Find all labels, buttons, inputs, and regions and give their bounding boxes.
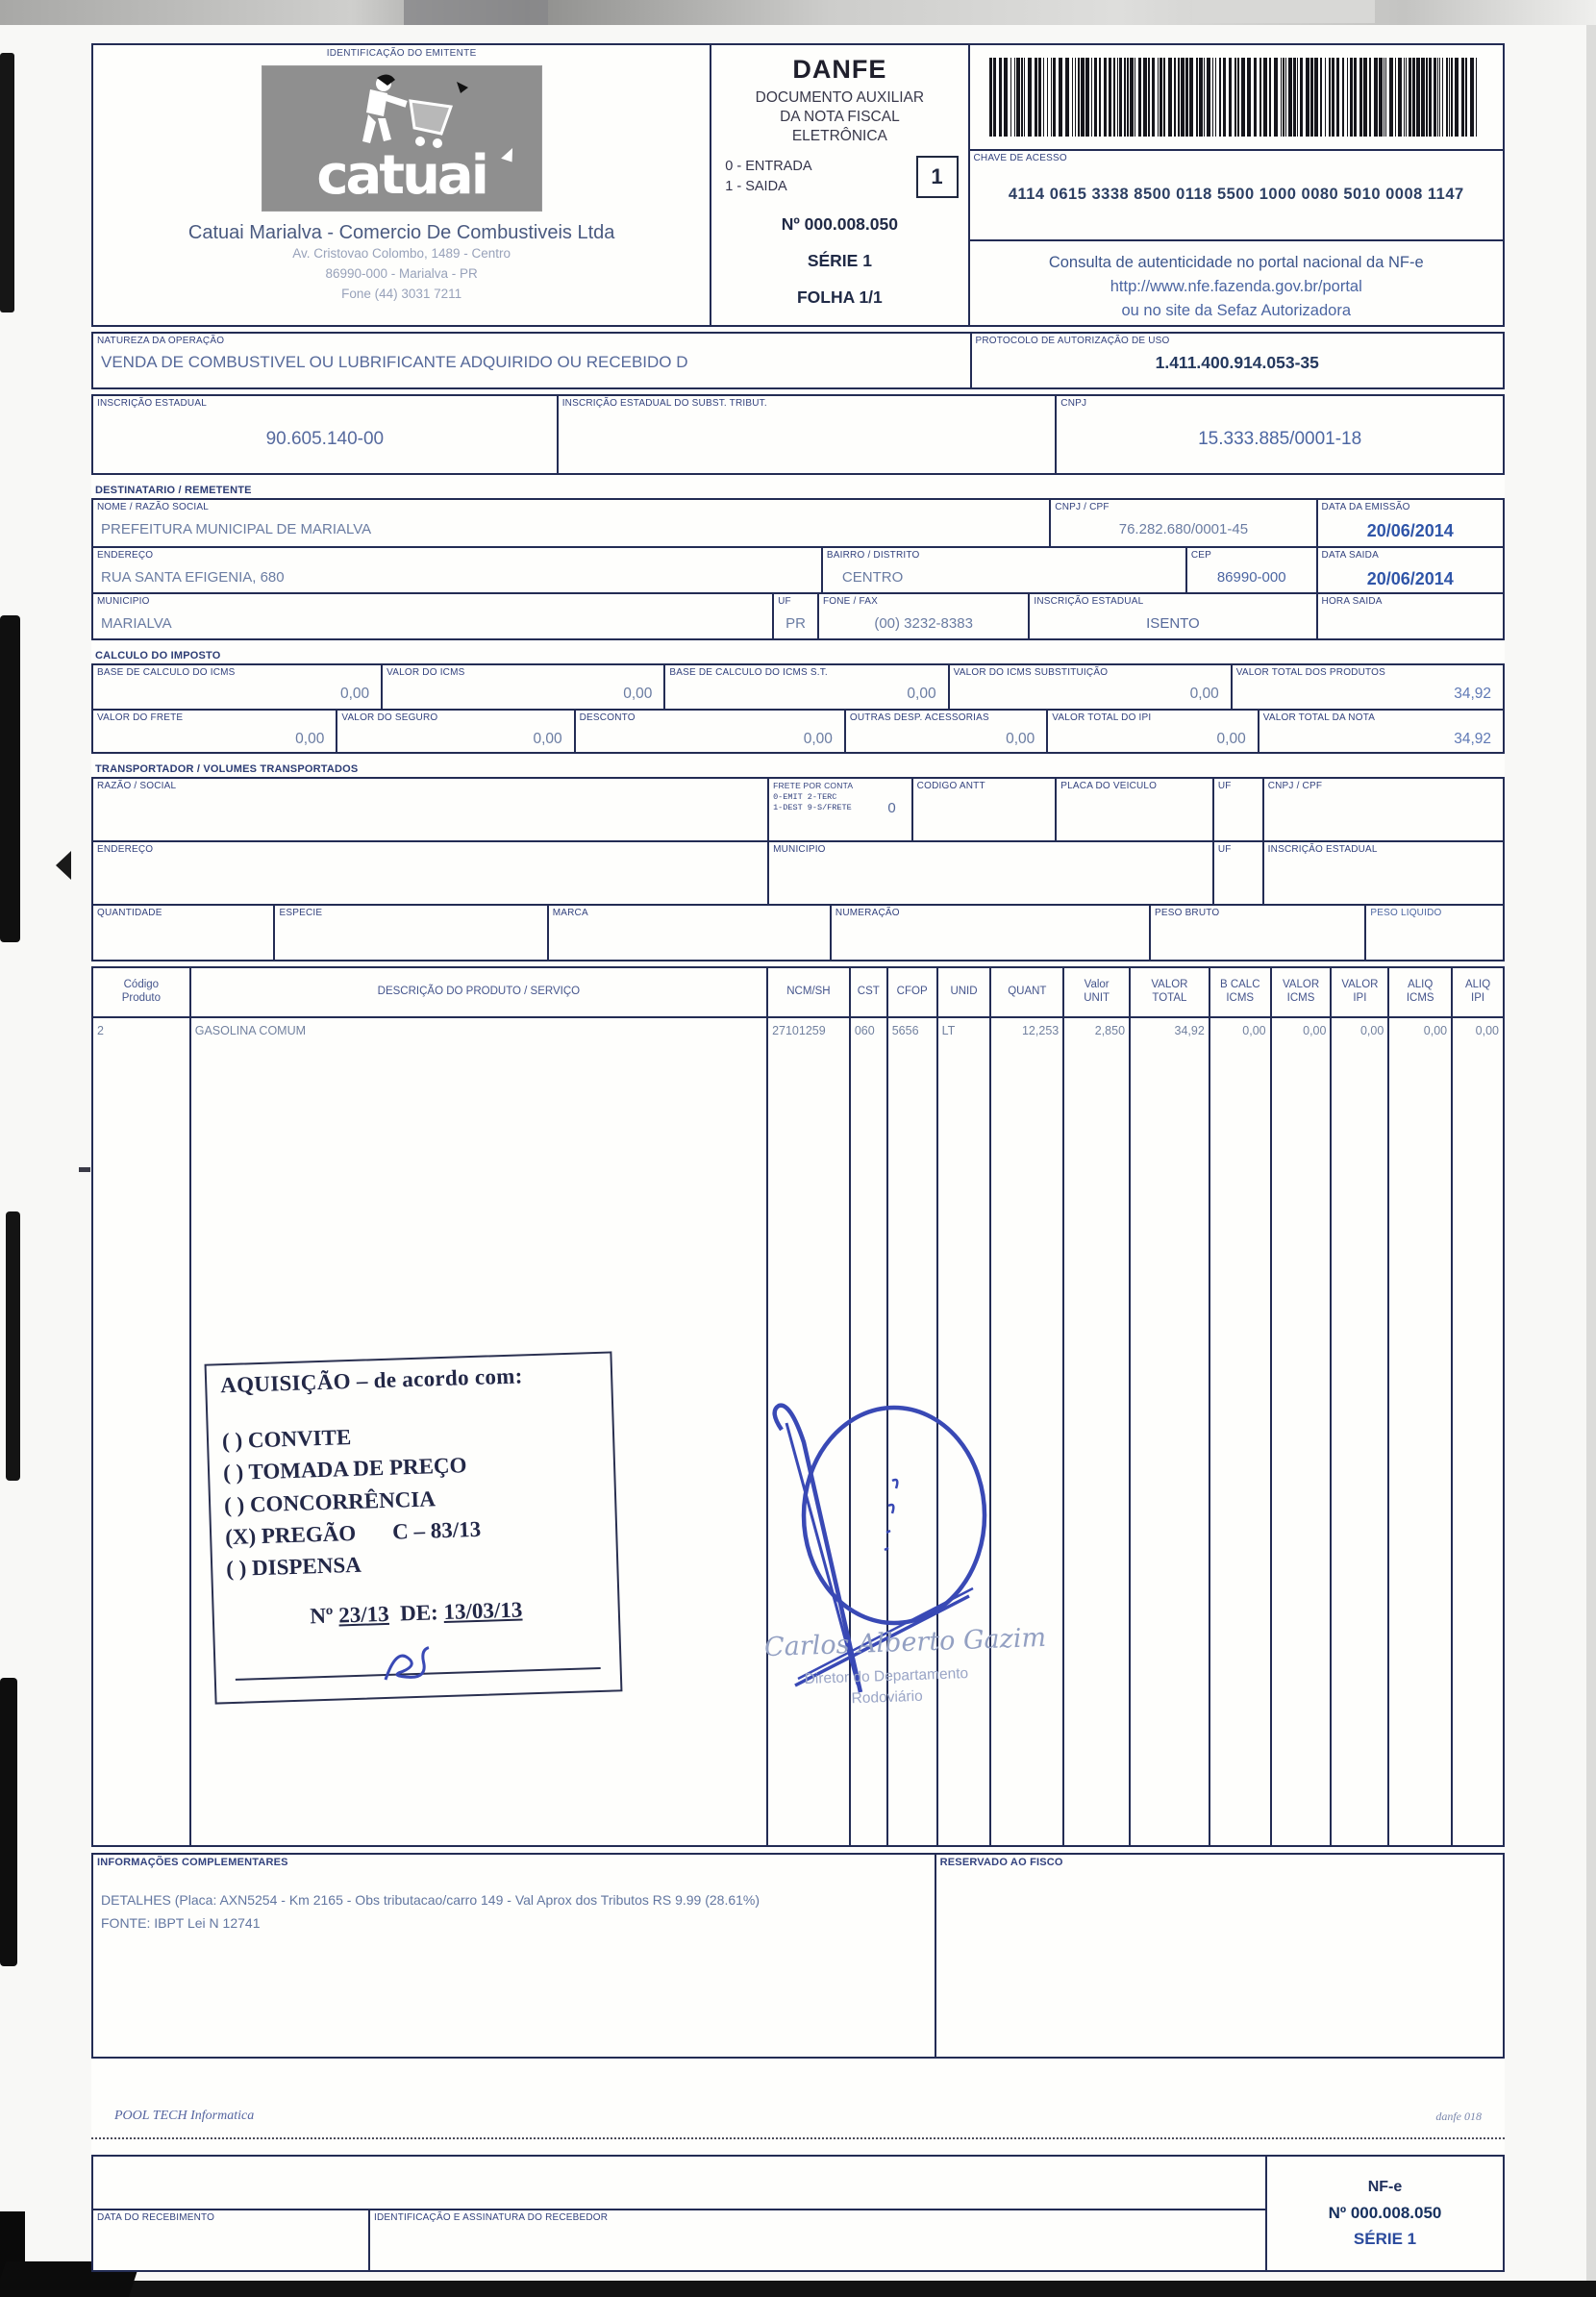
transportador-row-2 [93, 840, 1503, 904]
emitente-section-label: IDENTIFICAÇÃO DO EMITENTE [326, 48, 477, 59]
scan-edge-artifact [0, 1678, 17, 1966]
scan-smudge [1192, 0, 1375, 23]
col-header-bcalc-icms: B CALC ICMS [1209, 968, 1270, 1016]
stamp-opt-concorrencia: ( ) CONCORRÊNCIA [223, 1486, 436, 1517]
municipio-value: MARIALVA [101, 615, 172, 632]
produto-quant-cell: 12,253 [989, 1018, 1062, 1845]
col-header-aliq-icms: ALIQ ICMS [1387, 968, 1451, 1016]
data-emissao-field: DATA DA EMISSÃO 20/06/2014 [1316, 500, 1503, 546]
destinatario-section-label: DESTINATARIO / REMETENTE [95, 485, 252, 496]
quantidade-field: QUANTIDADE [97, 908, 162, 918]
footer-credits [91, 2109, 1505, 2124]
col-header-unid: UNID [936, 968, 990, 1016]
uf-field: UF PR [772, 594, 817, 638]
transportador-section-label: TRANSPORTADOR / VOLUMES TRANSPORTADOS [95, 763, 359, 775]
canhoto-block [91, 2155, 1505, 2272]
endereco-field: ENDEREÇO RUA SANTA EFIGENIA, 680 [93, 548, 821, 592]
software-credit: POOL TECH Informatica [114, 2109, 255, 2123]
produto-valor-ipi-cell: 0,00 [1330, 1018, 1387, 1845]
produto-ncm-cell: 27101259 [766, 1018, 849, 1845]
cep-field: CEP 86990-000 [1185, 548, 1316, 592]
reservado-fisco-field: RESERVADO AO FISCO [935, 1855, 1503, 2057]
nf-folha: FOLHA 1/1 [796, 287, 883, 308]
col-header-valor-unit: Valor UNIT [1062, 968, 1129, 1016]
transportador-uf-field: UF [1212, 779, 1262, 840]
canhoto-recibo-area [93, 2157, 1265, 2210]
bairro-field: BAIRRO / DISTRITO CENTRO [821, 548, 1185, 592]
numeracao-field: NUMERAÇÃO [830, 906, 1149, 960]
chave-value: 4114 0615 3338 8500 0118 5500 1000 0080 5010 0008 1147 [1008, 186, 1464, 203]
uf-value: PR [786, 615, 806, 632]
col-header-cfop: CFOP [886, 968, 936, 1016]
company-address-line: 86990-000 - Marialva - PR [325, 265, 478, 281]
inscricoes-block [91, 394, 1505, 475]
produto-valor-icms-cell: 0,00 [1270, 1018, 1331, 1845]
transportador-uf2-field: UF [1212, 842, 1262, 904]
peso-bruto-field: PESO BRUTO [1149, 906, 1364, 960]
col-header-valor-ipi: VALOR IPI [1330, 968, 1387, 1016]
produto-valor-total-cell: 34,92 [1129, 1018, 1209, 1845]
acesso-panel [968, 45, 1503, 325]
stamp-opt-pregao: (X) PREGÃO C – 83/13 [224, 1516, 482, 1550]
scan-edge-artifact [6, 1211, 20, 1481]
stamp-opt-dispensa: ( ) DISPENSA [225, 1553, 362, 1582]
inscricao-subst-field: INSCRIÇÃO ESTADUAL DO SUBST. TRIBUT. [557, 396, 1056, 473]
codigo-antt-field: CODIGO ANTT [911, 779, 1056, 840]
scan-edge-artifact [0, 615, 20, 942]
valor-total-ipi-field: VALOR TOTAL DO IPI 0,00 [1046, 711, 1257, 752]
razao-social-field: NOME / RAZÃO SOCIAL PREFEITURA MUNICIPAL DE MARIALVA [93, 500, 1049, 546]
col-header-valor-icms: VALOR ICMS [1270, 968, 1331, 1016]
produtos-header-row [93, 968, 1503, 1018]
nf-serie: SÉRIE 1 [807, 251, 872, 271]
valor-frete-field: VALOR DO FRETE 0,00 [97, 712, 325, 747]
inscricao-estadual-field: INSCRIÇÃO ESTADUAL 90.605.140-00 [93, 396, 557, 473]
imposto-row-1 [93, 665, 1503, 709]
stamp-signature-line [236, 1667, 601, 1681]
assinatura-nome: Carlos Alberto Gazim [763, 1622, 1047, 1663]
informacoes-complementares-field: INFORMAÇÕES COMPLEMENTARES DETALHES (Placa: AXN5254 - Km 2165 - Obs tributacao/carro 149 - Val Aprox dos Tributos RS 9.99 (28.61%) FONTE: IBPT Lei N 12741 [93, 1855, 935, 2057]
danfe-panel [710, 45, 967, 325]
cep-value: 86990-000 [1216, 569, 1286, 586]
cnpj-destinatario-value: 76.282.680/0001-45 [1118, 521, 1249, 537]
chave-acesso-box [970, 151, 1503, 241]
nf-numero: Nº 000.008.050 [781, 214, 898, 235]
destinatario-row-2 [93, 546, 1503, 592]
produto-aliq-ipi-cell: 0,00 [1451, 1018, 1503, 1845]
transportador-cnpj-field: CNPJ / CPF [1262, 779, 1503, 840]
valor-icms-field: VALOR DO ICMS 0,00 [381, 665, 663, 709]
entrada-saida [725, 156, 958, 198]
scan-edge-artifact [1586, 25, 1596, 2281]
chave-label: CHAVE DE ACESSO [973, 153, 1067, 163]
informacoes-block [91, 1853, 1505, 2059]
bairro-value: CENTRO [841, 569, 904, 586]
company-name: Catuai Marialva - Comercio De Combustiveis Ltda [187, 222, 615, 243]
desconto-field: DESCONTO 0,00 [574, 711, 844, 752]
scan-smudge [404, 0, 548, 25]
header-block [91, 43, 1505, 327]
danfe-document [91, 43, 1505, 2272]
ie-destinatario-field: INSCRIÇÃO ESTADUAL ISENTO [1028, 594, 1315, 638]
scan-edge-artifact [0, 53, 14, 312]
barcode [989, 58, 1484, 137]
stamp-signature-squiggle [379, 1641, 447, 1687]
data-saida-value: 20/06/2014 [1366, 569, 1454, 588]
col-header-aliq-ipi: ALIQ IPI [1451, 968, 1503, 1016]
placa-veiculo-field: PLACA DO VEICULO [1055, 779, 1212, 840]
company-address-line: Fone (44) 3031 7211 [341, 286, 462, 301]
fone-value: (00) 3232-8383 [874, 615, 973, 632]
assinatura-recebedor-field: IDENTIFICAÇÃO E ASSINATURA DO RECEBEDOR [368, 2210, 1265, 2270]
imposto-section-label: CALCULO DO IMPOSTO [95, 650, 221, 662]
valor-icms-subst-field: VALOR DO ICMS SUBSTITUIÇÃO 0,00 [948, 665, 1231, 709]
danfe-title: DANFE [792, 55, 887, 84]
danfe-template-ref: danfe 018 [1435, 2110, 1482, 2123]
consulta-box: Consulta de autenticidade no portal nacional da NF-e http://www.nfe.fazenda.gov.br/portal ou no site da Sefaz Autorizadora [1048, 254, 1424, 319]
col-header-quant: QUANT [989, 968, 1062, 1016]
transportador-municipio-field: MUNICIPIO [767, 842, 1212, 904]
cnpj-destinatario-field: CNPJ / CPF 76.282.680/0001-45 [1049, 500, 1315, 546]
logo-wordmark: catuai [316, 144, 486, 207]
destinatario-block [91, 498, 1505, 640]
tear-line [91, 2137, 1505, 2139]
inscricao-estadual-value: 90.605.140-00 [265, 429, 385, 449]
col-header-ncm: NCM/SH [766, 968, 849, 1016]
natureza-operacao-field: NATUREZA DA OPERAÇÃO VENDA DE COMBUSTIVEL OU LUBRIFICANTE ADQUIRIDO OU RECEBIDO D [93, 334, 970, 387]
produto-bcalc-icms-cell: 0,00 [1209, 1018, 1270, 1845]
hora-saida-field: HORA SAIDA [1316, 594, 1503, 638]
valor-seguro-field: VALOR DO SEGURO 0,00 [336, 711, 573, 752]
imposto-block [91, 663, 1505, 754]
canhoto-nfe-box: NF-e Nº 000.008.050 SÉRIE 1 [1265, 2157, 1503, 2270]
frete-por-conta-value: 0 [887, 800, 896, 816]
barcode-box [970, 45, 1503, 151]
scan-mark [56, 851, 71, 880]
cnpj-emitente-field: CNPJ 15.333.885/0001-18 [1055, 396, 1503, 473]
data-saida-field: DATA SAIDA 20/06/2014 [1316, 548, 1503, 592]
informacoes-texto: DETALHES (Placa: AXN5254 - Km 2165 - Obs tributacao/carro 149 - Val Aprox dos Tributos RS 9.99 (28.61%) FONTE: IBPT Lei N 12741 [101, 1892, 761, 1931]
col-header-cst: CST [849, 968, 886, 1016]
col-header-valor-total: VALOR TOTAL [1129, 968, 1209, 1016]
transportador-razao-field: RAZÃO / SOCIAL [97, 781, 177, 791]
catuai-logo [262, 66, 541, 211]
imposto-row-2 [93, 709, 1503, 752]
danfe-subtitle: DOCUMENTO AUXILIAR DA NOTA FISCAL ELETRÔNICA [755, 89, 925, 145]
stamp-opt-convite: ( ) CONVITE [221, 1424, 352, 1454]
ie-destinatario-value: ISENTO [1146, 615, 1200, 632]
assinatura-cargo: Diretor do Departamento Rodoviário [804, 1665, 969, 1707]
transportador-block [91, 777, 1505, 961]
canhoto-left [93, 2157, 1265, 2270]
produto-unid-cell: LT [936, 1018, 990, 1845]
data-emissao-value: 20/06/2014 [1366, 521, 1454, 540]
frete-por-conta-field: FRETE POR CONTA 0-EMIT 2-TERC 1-DEST 9-S/FRETE 0 [767, 779, 911, 840]
razao-social-value: PREFEITURA MUNICIPAL DE MARIALVA [101, 521, 372, 537]
emitente-panel [93, 45, 710, 325]
fone-field: FONE / FAX (00) 3232-8383 [817, 594, 1028, 638]
valor-total-produtos-field: VALOR TOTAL DOS PRODUTOS 34,92 [1231, 665, 1503, 709]
produto-valor-unit-cell: 2,850 [1062, 1018, 1129, 1845]
produto-cfop-cell: 5656 [886, 1018, 936, 1845]
entrada-label: 0 - ENTRADA [725, 158, 812, 174]
saida-label: 1 - SAIDA [725, 179, 787, 195]
peso-liquido-field: PESO LIQUIDO [1364, 906, 1503, 960]
bc-icms-st-field: BASE DE CALCULO DO ICMS S.T. 0,00 [663, 665, 947, 709]
scan-mark [79, 1167, 90, 1172]
natureza-block [91, 332, 1505, 389]
cnpj-emitente-value: 15.333.885/0001-18 [1198, 429, 1362, 449]
col-header-descricao: DESCRIÇÃO DO PRODUTO / SERVIÇO [189, 968, 766, 1016]
protocolo-field: PROTOCOLO DE AUTORIZAÇÃO DE USO 1.411.400.914.053-35 [970, 334, 1503, 387]
col-header-codigo: Código Produto [121, 979, 161, 1004]
produto-aliq-icms-cell: 0,00 [1387, 1018, 1451, 1845]
natureza-value: VENDA DE COMBUSTIVEL OU LUBRIFICANTE ADQUIRIDO OU RECEBIDO D [101, 353, 688, 371]
stamp-opt-tomada: ( ) TOMADA DE PREÇO [222, 1453, 467, 1486]
protocolo-value: 1.411.400.914.053-35 [1155, 353, 1319, 372]
company-address-line: Av. Cristovao Colombo, 1489 - Centro [292, 246, 511, 261]
especie-field: ESPECIE [273, 906, 546, 960]
data-recebimento-field: DATA DO RECEBIMENTO [97, 2212, 215, 2223]
endereco-value: RUA SANTA EFIGENIA, 680 [101, 569, 285, 586]
destinatario-row-1 [93, 500, 1503, 546]
marca-field: MARCA [547, 906, 830, 960]
produto-descricao-cell: GASOLINA COMUM [189, 1018, 766, 1845]
outras-despesas-field: OUTRAS DESP. ACESSORIAS 0,00 [844, 711, 1046, 752]
transportador-row-1 [93, 779, 1503, 840]
scan-bottom-band [120, 2281, 1596, 2297]
transportador-endereco-field: ENDEREÇO [97, 844, 154, 855]
produto-codigo-cell: 2 [97, 1024, 104, 1037]
aquisicao-stamp: AQUISIÇÃO – de acordo com: ( ) CONVITE ( ) TOMADA DE PREÇO ( ) CONCORRÊNCIA (X) PREGÃO C – 83/13 ( ) DISPENSA Nº 23/13 DE: 13/03/13 [205, 1351, 623, 1704]
tipo-nf-box: 1 [916, 156, 959, 198]
destinatario-row-3 [93, 592, 1503, 638]
valor-total-nota-field: VALOR TOTAL DA NOTA 34,92 [1258, 711, 1503, 752]
municipio-field: MUNICIPIO MARIALVA [93, 594, 772, 638]
produto-cst-cell: 060 [849, 1018, 886, 1845]
bc-icms-field: BASE DE CALCULO DO ICMS 0,00 [97, 667, 370, 702]
stamp-numero-line: Nº 23/13 DE: 13/03/13 [309, 1597, 523, 1629]
volumes-row [93, 904, 1503, 960]
transportador-ie-field: INSCRIÇÃO ESTADUAL [1262, 842, 1503, 904]
